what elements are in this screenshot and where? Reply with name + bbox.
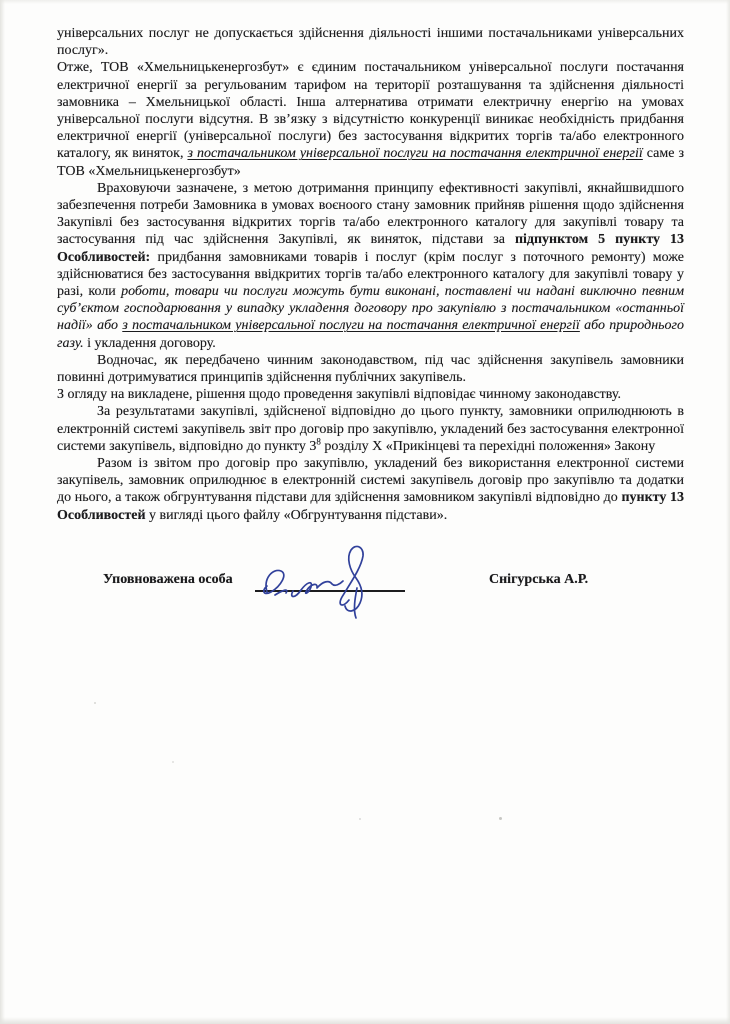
signature-block [57, 556, 684, 666]
signatory-role-label: Уповноважена особа [103, 572, 233, 587]
paragraph-text: розділу Х «Прикінцеві та перехідні положення» Закону [320, 438, 656, 454]
scan-edge-left [0, 0, 5, 1024]
document-body-text [57, 25, 684, 524]
paragraph-text: придбання замовниками товарів і послуг (крім послуг з поточного ремонту) може здійснюватися без застосування ввідкритих торгів та/або електронного каталогу для закупівлі товару у разі, коли [57, 249, 684, 300]
paragraph-text: саме з ТОВ «Хмельницькенергозбут» [57, 146, 685, 179]
paragraph-conclusion-sole-supplier [57, 59, 684, 179]
scan-speck [499, 817, 502, 820]
paragraph-text: і укладення договору. [83, 335, 216, 351]
handwritten-signature [245, 540, 415, 636]
paragraph-text: Водночас, як передбачено чинним законодавством, під час здійснення закупівель замовники повинні дотримуватися принципів здійснення публічних закупівель. [57, 352, 684, 386]
italic-quotation: або природнього газу. [57, 318, 684, 351]
underlined-italic-phrase: з постачальником універсальної послуги на постачання електричної енергії [187, 146, 643, 162]
paragraph-text: Отже, ТОВ «Хмельницькенергозбут» є єдиним постачальником універсальної послуги постачання електричної енергії за регульованим тарифом на території розташування та здійснення діяльності замовника – Хмельницької області. Інша алтернатива отримати електричну енергію на умовах універсальної послуги відсутня. В зв’язку з відсутністю конкуренції виникає необхідність придбання електричної енергії (універсальної послуги) без застосування відкритих торгів та/або електронного каталогу, як виняток, [57, 60, 684, 162]
scan-edge-top [0, 0, 730, 4]
paragraph-text: універсальних послуг не допускається здійснення діяльності іншими постачальниками універсальних послуг». [57, 26, 684, 59]
italic-quotation: роботи, товари чи послуги можуть бути виконані, поставлені чи надані виключно певним суб’єктом господарювання у випадку укладення договору про закупівлю з постачальником «останньої надії» або [57, 284, 685, 334]
paragraph-text: За результатами закупівлі, здійсненої відповідно до цього пункту, замовники оприлюднюють в електронній системі закупівель звіт про договір про закупівлю, укладений без застосування електронної системи закупівель, відповідно до пункту 3 [57, 404, 684, 454]
signatory-name: Снігурська А.Р. [489, 572, 589, 587]
paragraph-compliance [57, 386, 684, 403]
underlined-italic-phrase: з постачальником універсальної послуги на постачання електричної енергії [122, 318, 580, 334]
scan-speck [359, 818, 361, 820]
scan-edge-bottom [0, 1017, 730, 1024]
paragraph-principles [57, 352, 684, 386]
paragraph-text: у вигляді цього файлу «Обгрунтування підстави». [145, 507, 448, 523]
scan-speck [172, 761, 174, 763]
paragraph-contract-publication [57, 455, 684, 524]
paragraph-report-publication [57, 403, 684, 455]
paragraph-text: Разом із звітом про договір про закупівлю, укладений без використання електронної системи закупівель, замовник оприлюднює в електронній системі закупівель договір про закупівлю та додатки до нього, а також обгрунтування підстави для здійснення замовником закупівлі відповідно до [57, 456, 684, 506]
scan-edge-right [726, 0, 730, 1024]
paragraph-text: З огляду на викладене, рішення щодо проведення закупівлі відповідає чинному законодавству. [57, 387, 622, 403]
bold-clause-reference: підпунктом 5 пункту 13 Особливостей: [57, 232, 684, 265]
paragraph-decision-basis [57, 180, 684, 352]
scan-speck [94, 702, 96, 704]
bold-clause-reference: пункту 13 Особливостей [57, 490, 684, 523]
paragraph-continuation [57, 25, 684, 59]
paragraph-text: Враховуючи зазначене, з метою дотримання принципу ефективності закупівлі, якнайшвидшого забезпечення потреби Замовника в умовах воєноого стану замовник прийняв рішення щодо здійснення Закупівлі без застосування відкритих торгів та/або електронного каталогу для закупівлі товару та застосування під час здійснення Закупівлі, як виняток, підстави за [57, 180, 684, 248]
superscript-8: 8 [316, 436, 321, 447]
